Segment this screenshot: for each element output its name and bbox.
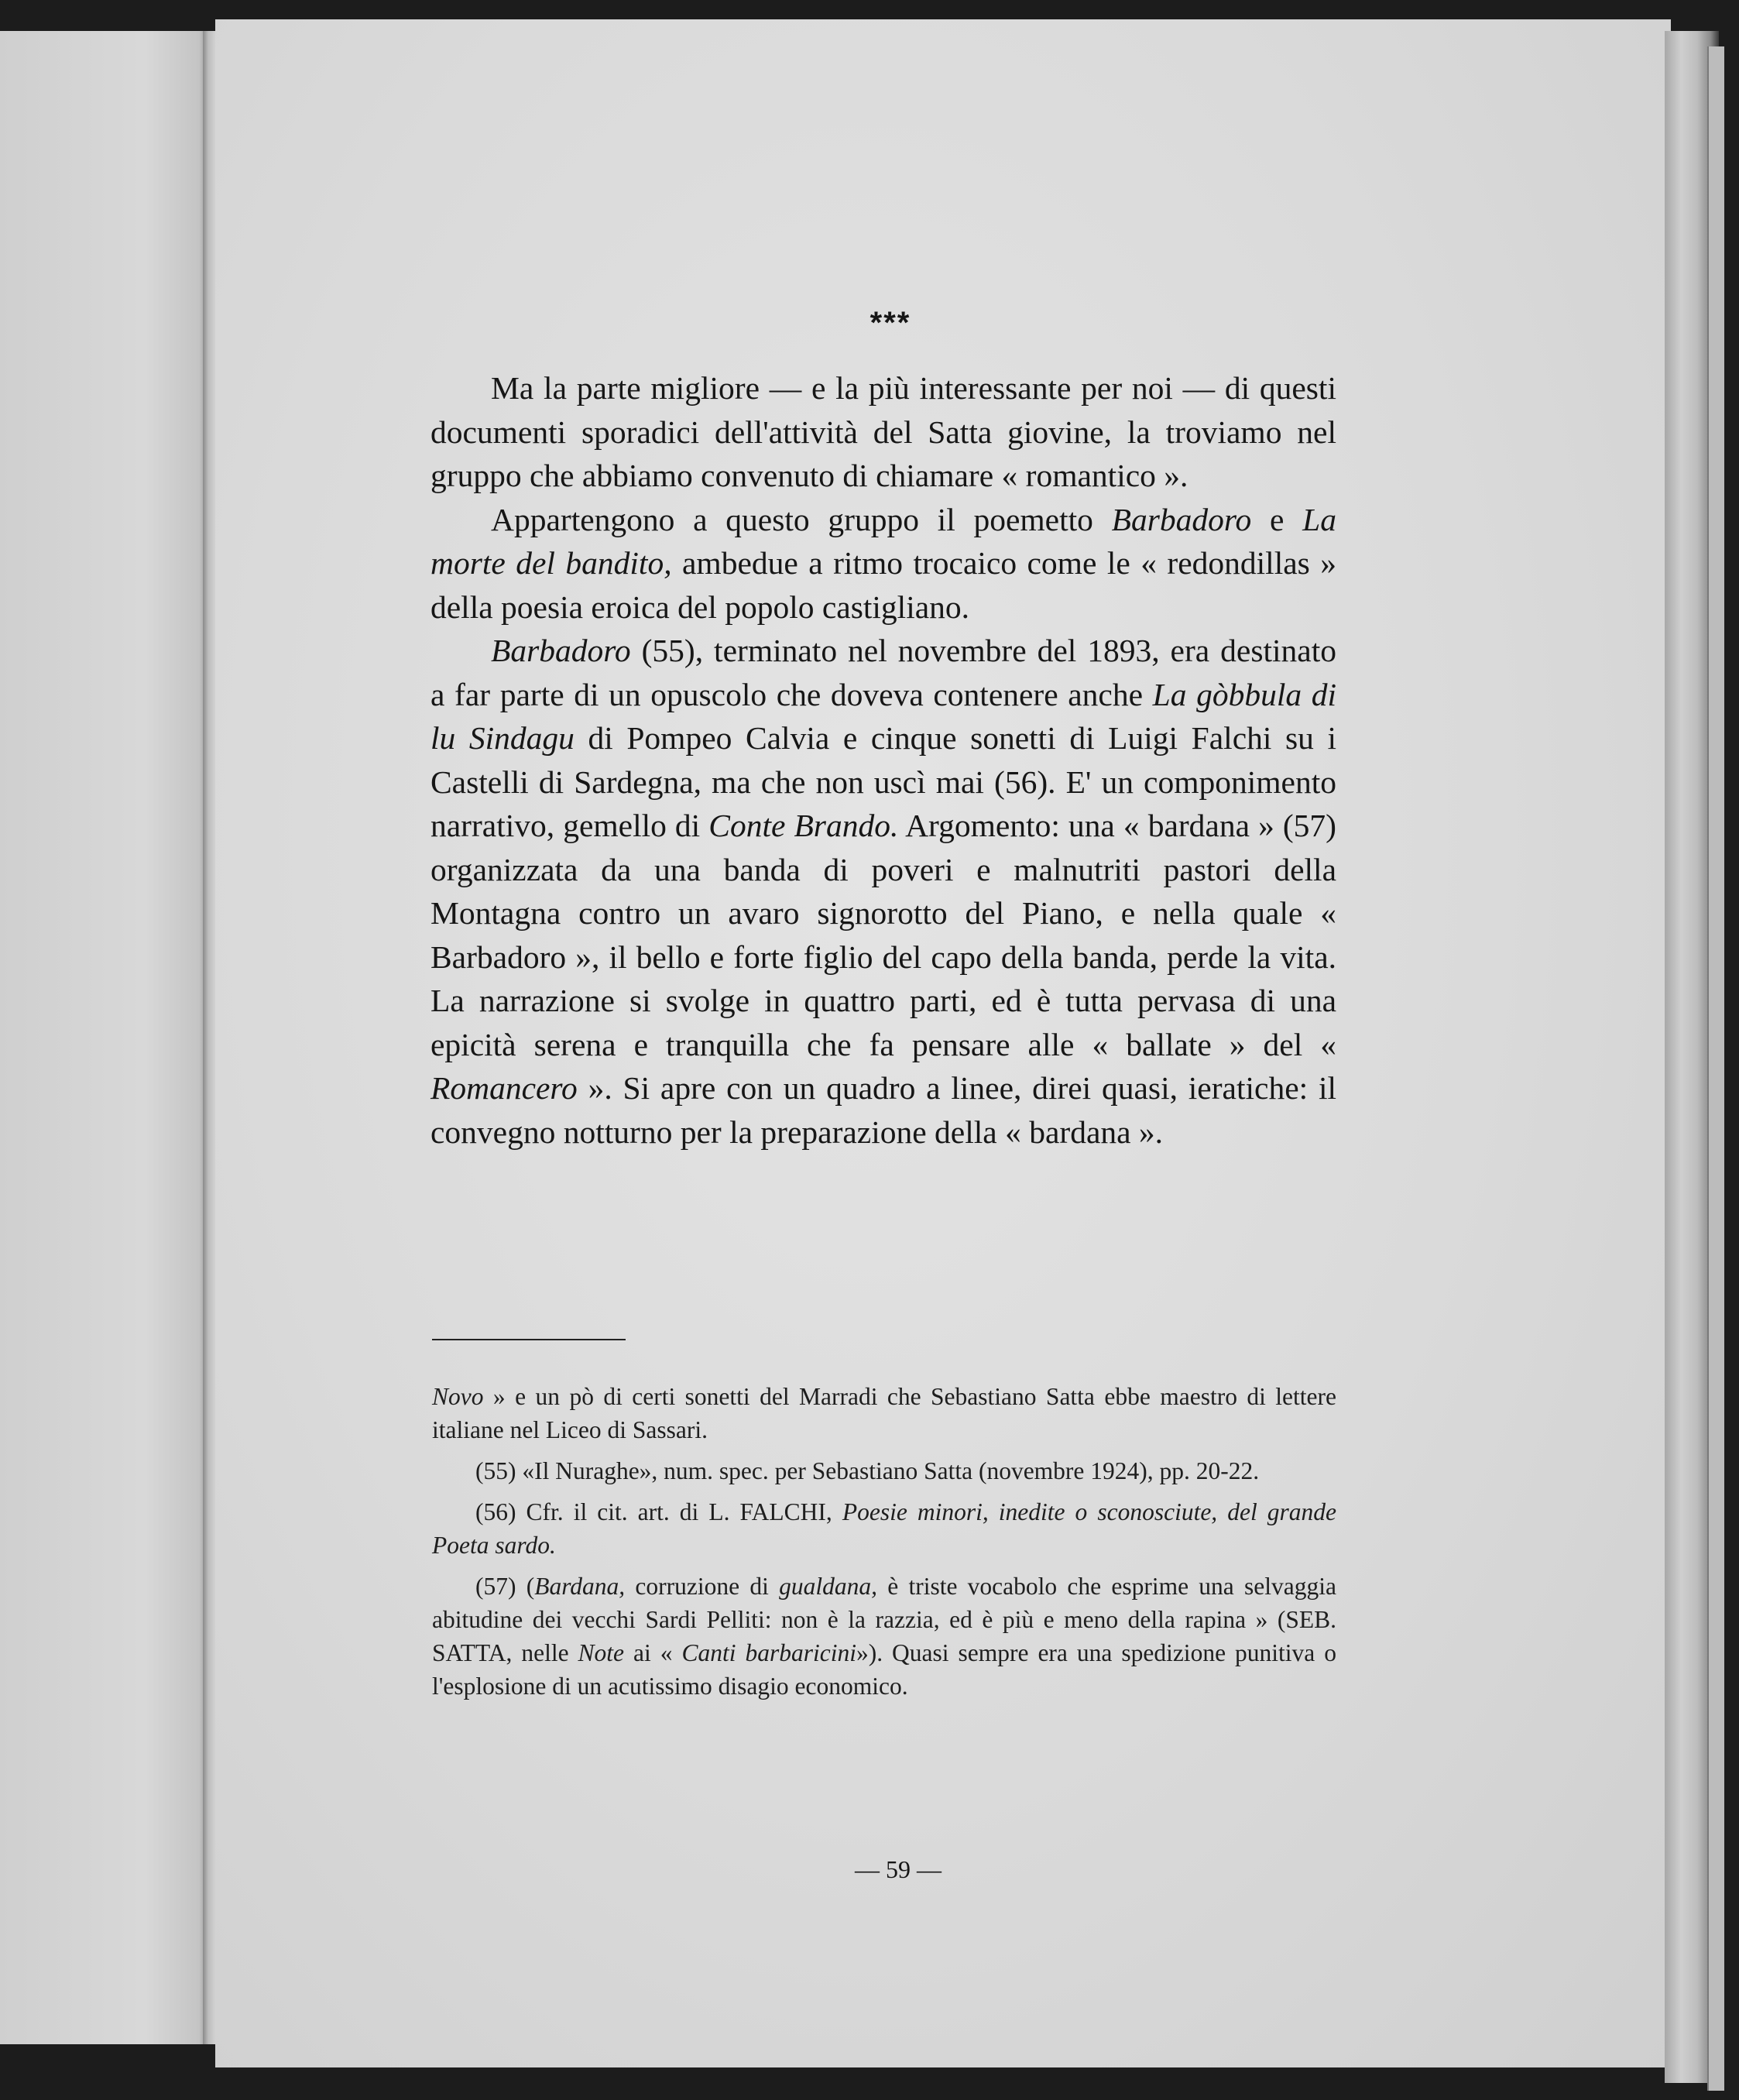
footnote-1 [432,1380,1336,1446]
italic-text: Barbadoro [1111,501,1252,537]
text-run: è triste vocabolo che esprime una selvaggia abitudine dei vecchi Sardi Pelliti: non è la razzia, ed è più e meno della rapina » (SEB. SATTA, nelle [432,1573,1336,1666]
italic-text: La morte del bandito, [430,501,1336,581]
text-run: Appartengono a questo gruppo il poemetto [491,501,1112,537]
italic-text: Bardana, [534,1573,626,1600]
italic-text: Romancero [430,1070,578,1106]
footnote-rule [432,1339,626,1340]
footnote-2 [432,1454,1336,1488]
text-run: » e un pò di certi sonetti del Marradi che Sebastiano Satta ebbe maestro di lettere italiane nel Liceo di Sassari. [432,1383,1336,1443]
text-run: Ma la parte migliore — e la più interessante per noi — di questi documenti sporadici dell'attività del Satta giovine, la troviamo nel gruppo che abbiamo convenuto di chiamare « romantico ». [430,370,1336,493]
text-run: e [1251,501,1303,537]
text-run: (56) Cfr. il cit. art. di L. FALCHI, [475,1498,842,1525]
text-run: corruzione di [625,1573,780,1600]
footnote-3 [432,1495,1336,1562]
paragraph-1 [430,366,1336,498]
section-separator: *** [870,306,911,340]
text-run: ». Si apre con un quadro a linee, direi quasi, ieratiche: il convegno notturno per la preparazione della « bardana ». [430,1070,1336,1150]
text-run: »). Quasi sempre era una spedizione punitiva o l'esplosione di un acutissimo disagio economico. [432,1639,1336,1700]
italic-text: gualdana, [779,1573,877,1600]
italic-text: Novo [432,1383,484,1410]
italic-text: Barbadoro [491,633,631,668]
paragraph-3 [430,629,1336,1154]
page-number: — 59 — [855,1855,942,1883]
main-text [430,366,1336,1154]
page-stack-edge-inner [1707,46,1724,2091]
text-run: (55) «Il Nuraghe», num. spec. per Sebastiano Satta (novembre 1924), pp. 20-22. [475,1457,1260,1484]
text-run: ambedue a ritmo trocaico come le « redondillas » della poesia eroica del popolo castigliano. [430,545,1336,625]
italic-text: Note [578,1639,625,1666]
italic-text: Poesie minori, inedite o sconosciute, del grande Poeta sardo. [432,1498,1336,1559]
italic-text: Conte Brando. [708,808,899,843]
text-run: (55), terminato nel novembre del 1893, era destinato a far parte di un opuscolo che doveva contenere anche [430,633,1336,712]
footnote-4 [432,1570,1336,1703]
facing-page [0,31,208,2044]
italic-text: Canti barbaricini [681,1639,856,1666]
text-run: Argomento: una « bardana » (57) organizzata da una banda di poveri e malnutriti pastori della Montagna contro un avaro signorotto del Piano, e nella quale « Barbadoro », il bello e forte figlio del capo della banda, perde la vita. La narrazione si svolge in quattro parti, ed è tutta pervasa di una epicità serena e tranquilla che fa pensare alle « ballate » del « [430,808,1336,1062]
footnotes [432,1380,1336,1711]
text-run: (57) ( [475,1573,535,1600]
text-run: ai « [624,1639,682,1666]
italic-text: La gòbbula di lu Sindagu [430,676,1337,756]
text-run: di Pompeo Calvia e cinque sonetti di Luigi Falchi su i Castelli di Sardegna, ma che non uscì mai (56). E' un componimento narrativo, gemello di [430,720,1336,843]
paragraph-2 [430,498,1336,630]
